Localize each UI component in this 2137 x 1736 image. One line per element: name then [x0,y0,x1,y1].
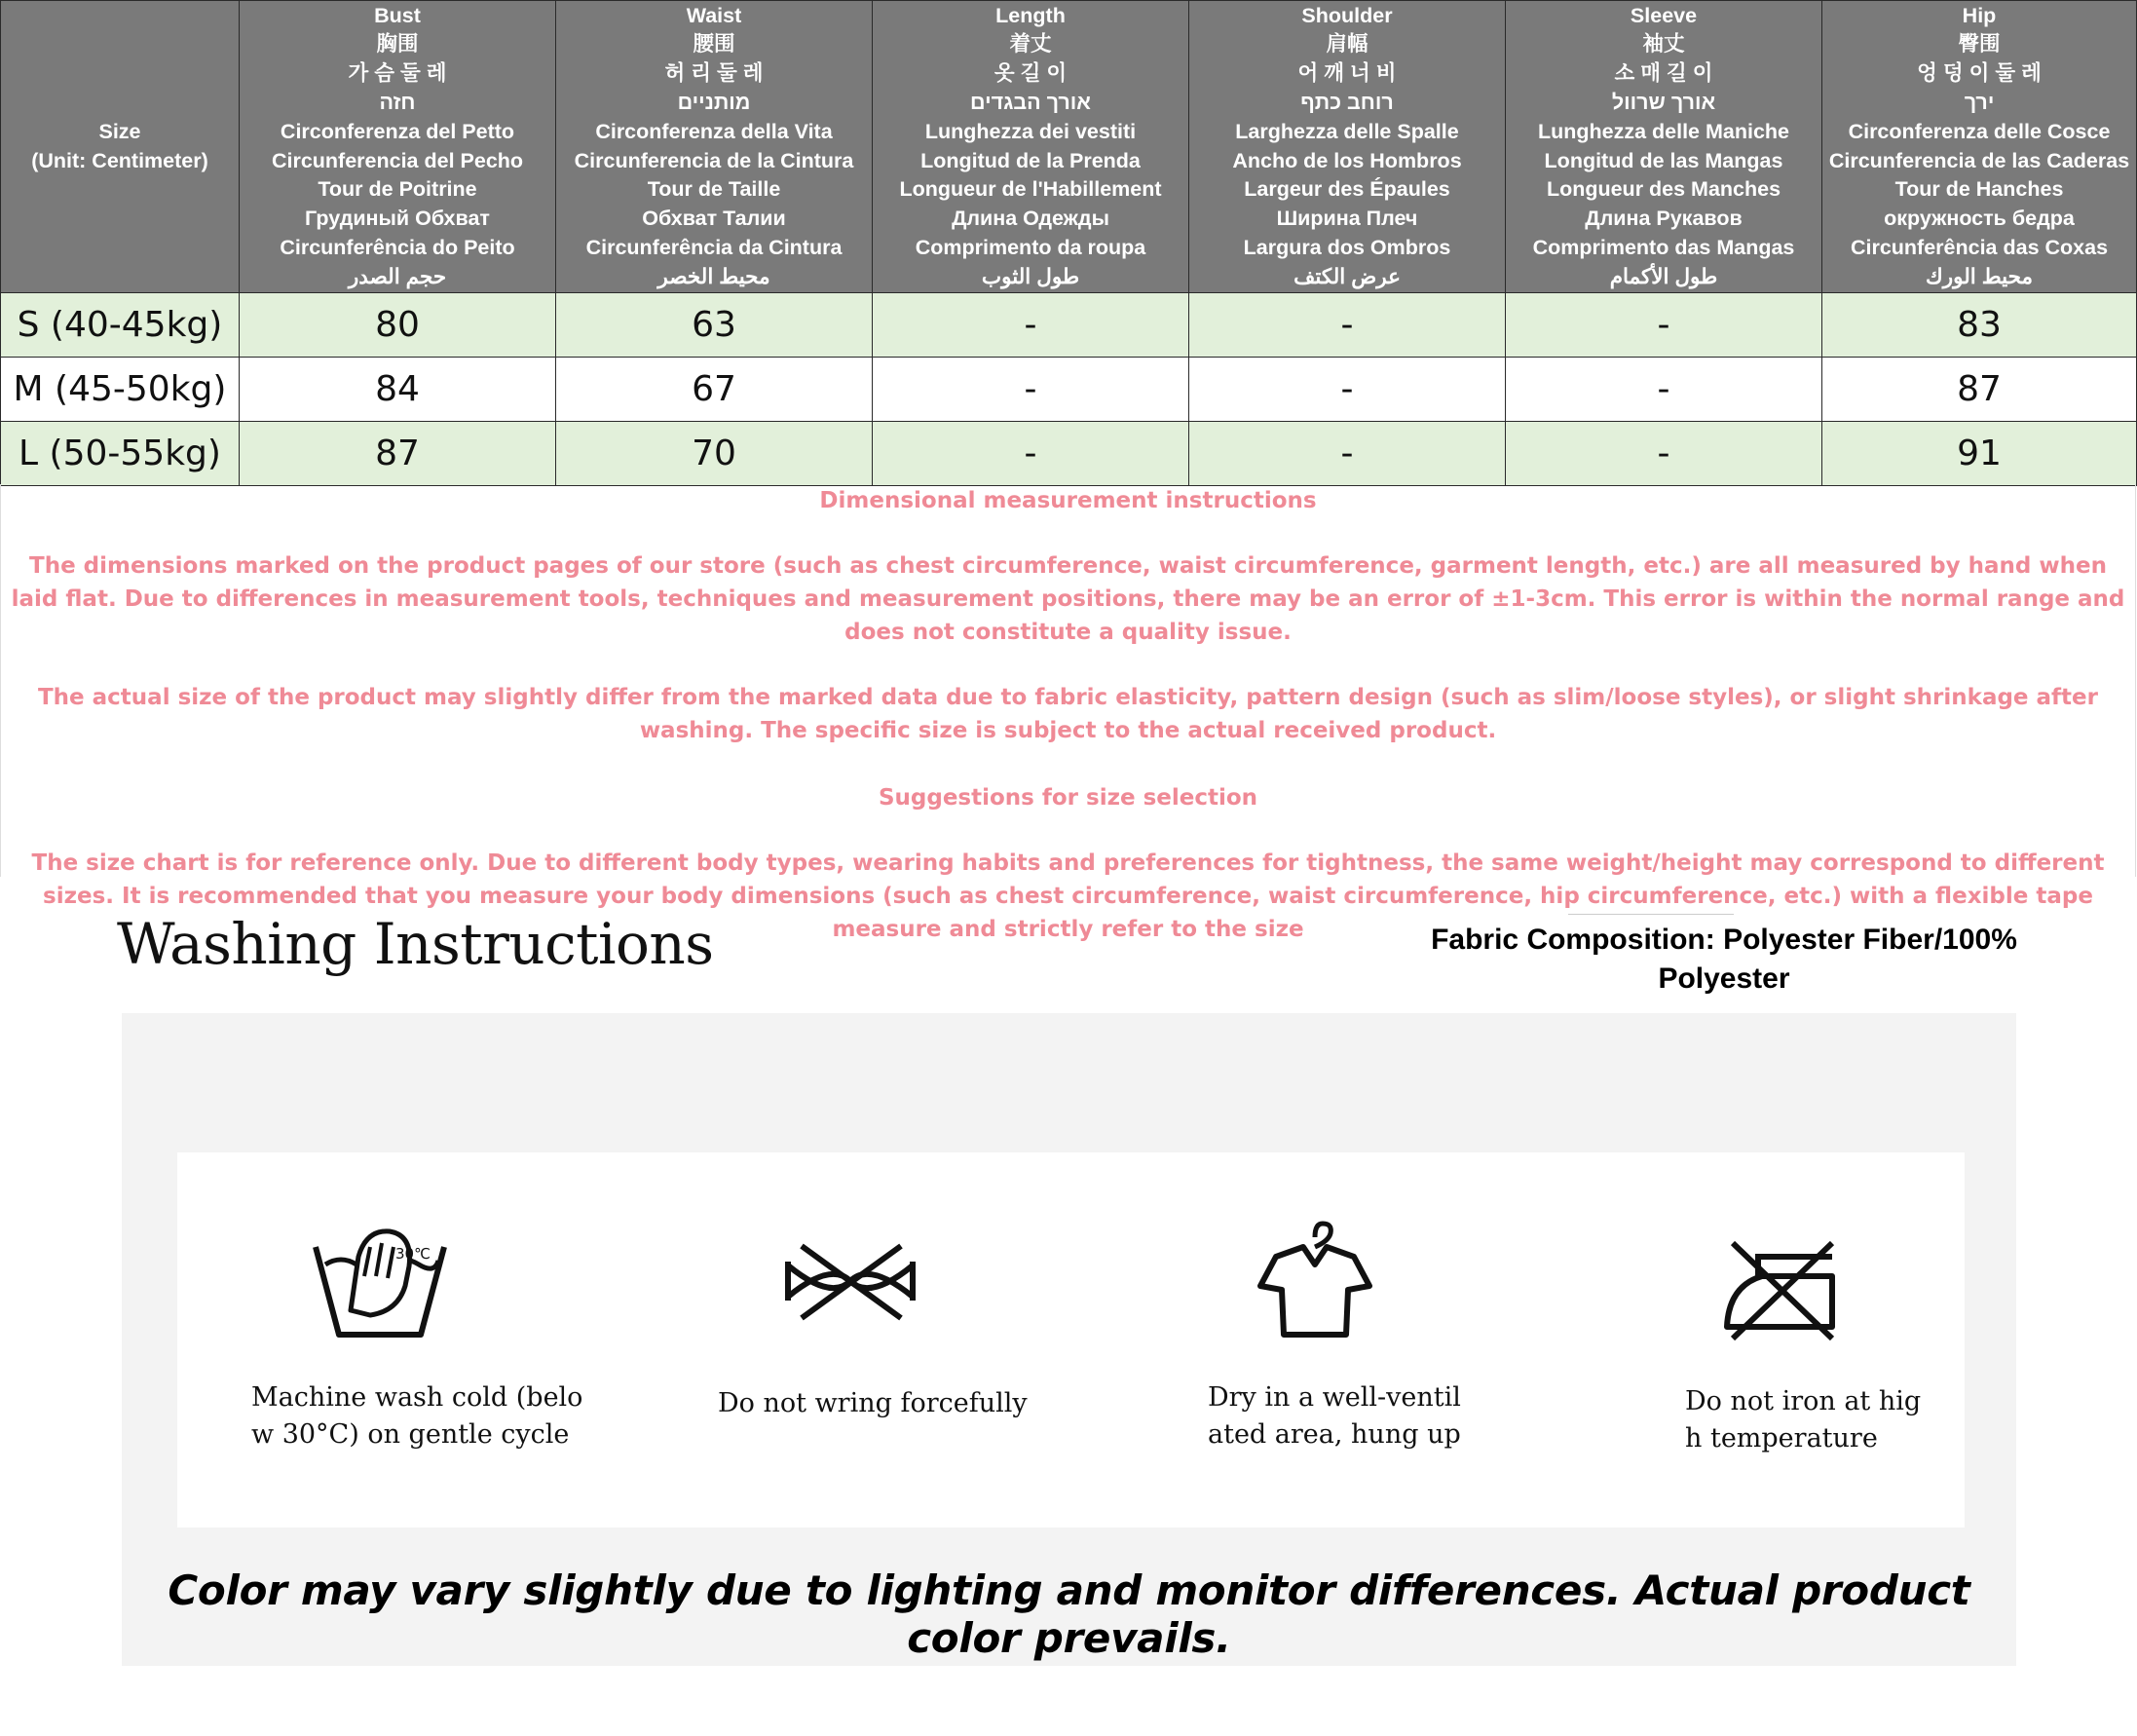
header-hip [1822,1,2137,293]
length-cell: - [873,293,1189,358]
header-line: Shoulder [1301,3,1393,27]
header-line: 허 리 둘 레 [664,61,764,86]
header-line: 腰围 [693,32,735,57]
header-line: حجم الصدر [348,264,447,288]
header-line: Longitud de las Mangas [1544,148,1783,172]
header-line: Longueur de l'Habillement [899,177,1162,202]
header-line: 胸围 [376,32,419,57]
care-icons-panel [177,1152,1965,1528]
care-text-do-not-iron [1685,1383,1921,1457]
notes-heading-size-selection: Suggestions for size selection [878,785,1258,811]
header-line: 어 깨 너 비 [1297,61,1397,86]
header-line: Length [995,3,1066,27]
machine-wash-30-icon [312,1218,448,1340]
hip-cell: 83 [1822,293,2137,358]
header-shoulder [1189,1,1506,293]
table-row [1,358,2137,422]
divider [1568,914,1734,915]
waist-cell: 67 [556,358,873,422]
care-text-line: h temperature [1685,1423,1878,1453]
header-line: Hip [1962,3,1997,27]
header-waist [556,1,873,293]
color-disclaimer: Color may vary slightly due to lighting and monitor differences. Actual product color prevails. [168,1566,1970,1662]
header-line: Circunferencia de la Cintura [574,148,854,172]
header-line: Comprimento da roupa [915,235,1146,259]
sleeve-cell: - [1506,293,1822,358]
size-cell: L (50-55kg) [1,422,240,486]
header-line: 엉 덩 이 둘 레 [1917,61,2042,86]
care-text-line: Do not wring forcefully [718,1388,1028,1418]
shoulder-cell: - [1189,358,1506,422]
header-line: Circonferenza delle Cosce [1848,119,2111,143]
washing-instructions-title: Washing Instructions [117,911,714,977]
header-line: (Unit: Centimeter) [31,148,208,172]
care-text-machine-wash [251,1379,582,1453]
header-line: عرض الكتف [1293,264,1401,288]
header-line: אורך שרוול [1611,90,1716,114]
size-chart-table [0,0,2137,486]
header-line: Tour de Hanches [1894,177,2064,202]
header-line: محيط الورك [1926,264,2033,288]
header-line: Size [98,119,141,143]
header-line: Comprimento das Mangas [1532,235,1795,259]
shoulder-cell: - [1189,293,1506,358]
header-line: Circunferencia de las Caderas [1828,148,2130,172]
length-cell: - [873,358,1189,422]
header-line: אורך הבגדים [970,90,1091,114]
care-text-line: Machine wash cold (belo [251,1382,583,1413]
header-line: רוחב כתף [1300,90,1394,114]
header-line: Tour de Poitrine [318,177,477,202]
header-line: Длина Рукавов [1585,207,1743,231]
waist-cell: 70 [556,422,873,486]
shoulder-cell: - [1189,422,1506,486]
waist-cell: 63 [556,293,873,358]
wash-temperature-label: 30℃ [395,1245,431,1263]
header-line: Circonferenza del Petto [280,119,515,143]
header-line: Circunferência da Cintura [585,235,843,259]
size-cell: S (40-45kg) [1,293,240,358]
header-line: Waist [686,3,742,27]
header-line: 소 매 길 이 [1614,61,1713,86]
bust-cell: 87 [240,422,556,486]
header-line: Longueur des Manches [1546,177,1781,202]
care-text-do-not-wring [718,1385,1028,1422]
header-line: 臀围 [1958,32,2001,57]
care-item-do-not-iron [1719,1237,1841,1340]
care-text-line: Do not iron at hig [1685,1386,1922,1416]
header-line: Грудиный Обхват [305,207,490,231]
header-line: Sleeve [1630,3,1698,27]
notes-paragraph: The size chart is for reference only. Due to different body types, wearing habits and preferences for tightness, the same weight/height may correspond to different sizes. It is recommended that you measure your body dimensions (such as chest circumference, waist circumference, hip circumference, etc.) with a flexible tape measure and strictly refer to the size [31,850,2105,942]
header-line: Ширина Плеч [1276,207,1418,231]
care-item-do-not-wring [782,1242,919,1320]
do-not-wring-icon [782,1242,919,1320]
header-line: 옷 길 이 [994,61,1068,86]
care-text-line: Dry in a well-ventil [1208,1382,1461,1413]
header-bust [240,1,556,293]
notes-paragraph: The actual size of the product may slightly differ from the marked data due to fabric elasticity, pattern design (such as slim/loose styles), or slight shrinkage after washing. The specific size is subject to the actual received product. [37,685,2098,743]
header-sleeve [1506,1,1822,293]
header-line: 肩幅 [1326,32,1368,57]
fabric-line: Fabric Composition: Polyester Fiber/100% [1431,924,2017,956]
sleeve-cell: - [1506,422,1822,486]
care-text-line: w 30°C) on gentle cycle [251,1419,570,1450]
header-line: Lunghezza delle Maniche [1537,119,1790,143]
header-line: Longitud de la Prenda [920,148,1141,172]
notes-heading-measurement: Dimensional measurement instructions [819,488,1317,513]
header-line: Larghezza delle Spalle [1235,119,1459,143]
header-line: окружность бедра [1884,207,2075,231]
header-line: Circunferência das Coxas [1850,235,2109,259]
header-line: Circunferência do Peito [280,235,515,259]
care-item-machine-wash [312,1218,448,1340]
care-item-hang-dry [1256,1218,1373,1340]
care-text-line: ated area, hung up [1208,1419,1461,1450]
do-not-iron-icon [1719,1237,1841,1340]
header-line: Bust [374,3,421,27]
header-line: Largeur des Épaules [1244,177,1450,202]
header-line: طول الثوب [981,264,1080,288]
header-line: Tour de Taille [647,177,781,202]
header-line: Lunghezza dei vestiti [924,119,1137,143]
header-size [1,1,240,293]
fabric-composition [1403,921,2045,999]
header-line: חזה [379,90,416,114]
header-line: Обхват Талии [642,207,786,231]
header-line: Длина Одежды [952,207,1109,231]
header-line: 着丈 [1009,32,1052,57]
size-chart-header-row [1,1,2137,293]
header-line: محيط الخصر [657,264,770,288]
header-line: Circunferencia del Pecho [271,148,524,172]
header-line: Largura dos Ombros [1243,235,1451,259]
table-row [1,293,2137,358]
header-line: ירך [1964,90,1995,114]
hip-cell: 87 [1822,358,2137,422]
header-line: Ancho de los Hombros [1232,148,1462,172]
length-cell: - [873,422,1189,486]
hang-dry-icon [1256,1218,1373,1340]
header-line: 袖丈 [1642,32,1685,57]
hip-cell: 91 [1822,422,2137,486]
size-cell: M (45-50kg) [1,358,240,422]
header-line: מותניים [677,90,751,114]
bust-cell: 80 [240,293,556,358]
bust-cell: 84 [240,358,556,422]
fabric-line: Polyester [1658,962,1790,995]
notes-paragraph: The dimensions marked on the product pages of our store (such as chest circumference, waist circumference, garment length, etc.) are all measured by hand when laid flat. Due to differences in measurement tools, techniques and measurement positions, there may be an error of ±1-3cm. This error is within the normal range and does not constitute a quality issue. [11,553,2125,645]
header-line: Circonferenza della Vita [595,119,833,143]
sleeve-cell: - [1506,358,1822,422]
table-row [1,422,2137,486]
header-line: طول الأكمام [1609,264,1718,288]
care-text-hang-dry [1208,1379,1461,1453]
header-length [873,1,1189,293]
header-line: 가 슴 둘 레 [348,61,447,86]
